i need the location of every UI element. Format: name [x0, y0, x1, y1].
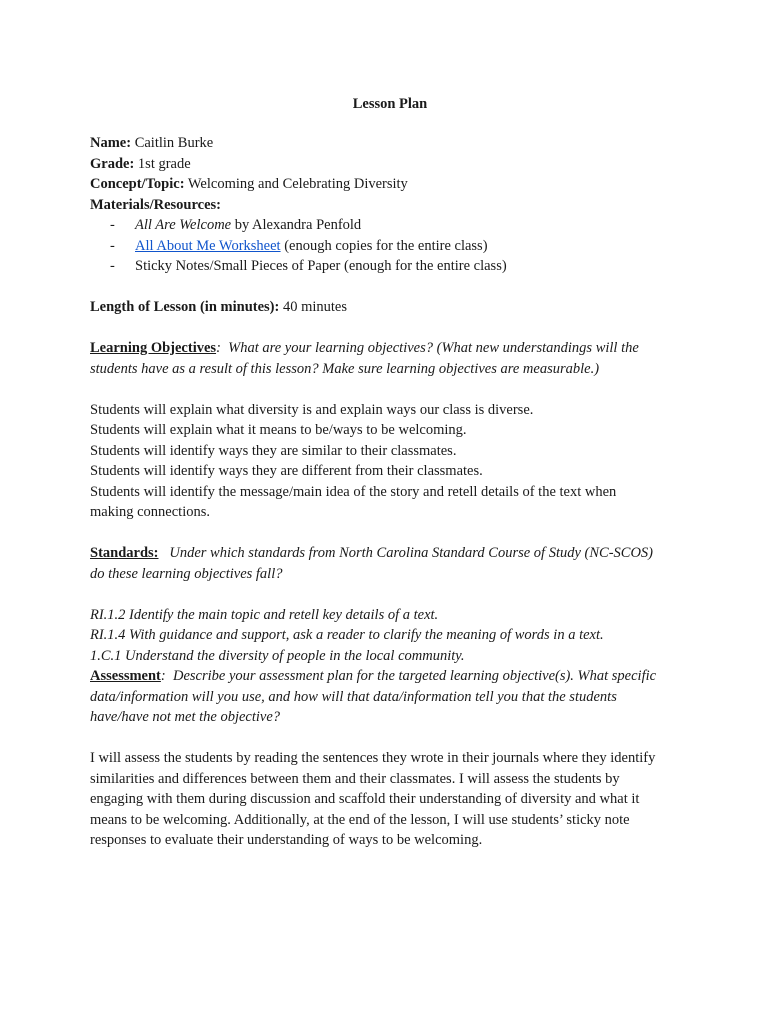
dash-bullet-icon: -	[110, 217, 115, 233]
assessment-body-line: means to be welcoming. Additionally, at the end of the lesson, I will use students’ sticky note	[90, 811, 630, 828]
concept-value: Welcoming and Celebrating Diversity	[187, 176, 408, 192]
standard-item: RI.1.4 With guidance and support, ask a reader to clarify the meaning of words in a text.	[90, 627, 604, 643]
list-item	[110, 256, 690, 277]
material-book-title: All Are Welcome	[135, 217, 232, 233]
objectives-heading: Learning Objectives	[90, 340, 217, 356]
objective-item: Students will explain what it means to be/ways to be welcoming.	[90, 422, 467, 438]
worksheet-link[interactable]: All About Me Worksheet	[135, 237, 281, 254]
grade-value: 1st grade	[137, 155, 191, 172]
length-label: Length of Lesson (in minutes):	[90, 299, 280, 315]
standard-item: RI.1.2 Identify the main topic and retell key details of a text.	[90, 606, 439, 623]
grade-line	[90, 154, 690, 175]
concept-label: Concept/Topic:	[90, 176, 185, 192]
concept-line	[90, 174, 690, 195]
grade-label: Grade:	[90, 155, 135, 172]
material-worksheet-rest: (enough copies for the entire class)	[280, 237, 488, 254]
objective-item: Students will identify ways they are similar to their classmates.	[90, 442, 457, 459]
assessment-body-line: engaging with them during discussion and scaffold their understanding of diversity and what it	[90, 791, 640, 807]
spacer	[90, 379, 690, 400]
assessment-body-line: responses to evaluate their understanding of ways to be welcoming.	[90, 832, 483, 848]
name-line	[90, 133, 690, 154]
assessment-prompt-line-1	[90, 666, 690, 687]
objectives-colon: :	[216, 340, 221, 356]
length-value: 40 minutes	[282, 299, 347, 315]
document-body	[90, 94, 690, 851]
dash-bullet-icon: -	[110, 258, 115, 274]
list-item	[110, 236, 690, 257]
spacer	[90, 277, 690, 298]
materials-list	[90, 215, 690, 277]
material-sticky-notes: Sticky Notes/Small Pieces of Paper (enough for the entire class)	[135, 258, 507, 274]
assessment-body-line: similarities and differences between them and their classmates. I will assess the students by	[90, 770, 620, 787]
assessment-prompt-2: data/information will you use, and how will that data/information tell you that the students	[90, 688, 617, 705]
standards-prompt-1: Under which standards from North Carolina Standard Course of Study (NC-SCOS)	[169, 545, 654, 561]
objectives-prompt-1: What are your learning objectives? (What new understandings will the	[228, 340, 639, 356]
standards-prompt-2: do these learning objectives fall?	[90, 565, 283, 582]
name-label: Name:	[90, 135, 132, 151]
materials-label: Materials/Resources:	[90, 196, 221, 213]
standard-item: 1.C.1 Understand the diversity of people in the local community.	[90, 647, 465, 664]
objective-item: making connections.	[90, 504, 211, 520]
objective-item: Students will explain what diversity is and explain ways our class is diverse.	[90, 401, 534, 418]
assessment-prompt-3: have/have not met the objective?	[90, 709, 281, 725]
assessment-prompt-1: Describe your assessment plan for the targeted learning objective(s). What specific	[172, 668, 657, 684]
spacer	[90, 584, 690, 605]
document-title: Lesson Plan	[352, 96, 428, 112]
spacer	[90, 523, 690, 544]
assessment-body-line: I will assess the students by reading the sentences they wrote in their journals where they identify	[90, 750, 656, 766]
standards-prompt-line-1	[90, 543, 690, 564]
list-item	[110, 215, 690, 236]
material-book-rest: by Alexandra Penfold	[231, 217, 362, 233]
standards-heading: Standards:	[90, 545, 159, 561]
spacer	[90, 728, 690, 749]
assessment-heading: Assessment	[90, 668, 161, 684]
objectives-prompt-2: students have as a result of this lesson? Make sure learning objectives are measurable.)	[90, 360, 600, 377]
objective-item: Students will identify the message/main idea of the story and retell details of the text when	[90, 483, 617, 500]
objectives-prompt-line-1	[90, 338, 690, 359]
objective-item: Students will identify ways they are different from their classmates.	[90, 463, 483, 479]
spacer	[90, 318, 690, 339]
length-line	[90, 297, 690, 318]
assessment-colon: :	[160, 668, 166, 684]
name-value: Caitlin Burke	[134, 135, 214, 151]
dash-bullet-icon: -	[110, 237, 115, 254]
